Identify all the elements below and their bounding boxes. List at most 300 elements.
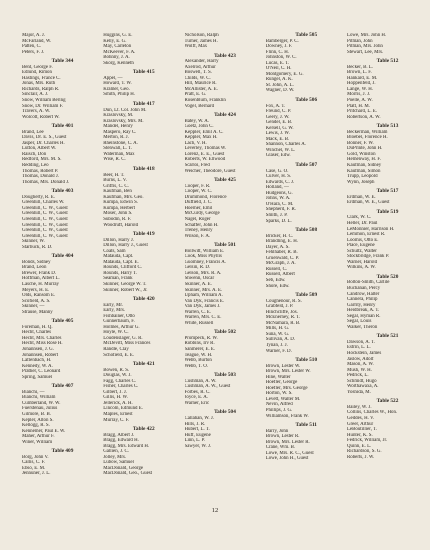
guest-name: Olds, Ransom E. (22, 293, 56, 299)
guest-name: Schultz, Walter (347, 248, 377, 254)
guest-name: Fagg, Charles C. (103, 378, 137, 384)
guest-name: Turner, James H. (184, 38, 218, 44)
guest-name: Kelly, E. G. (103, 38, 127, 44)
guest-name: Hoppenfeld, J. (347, 81, 376, 87)
guest-name: Geddes, H. V. (347, 416, 375, 421)
guest-name: Snow, William Bering (22, 98, 66, 104)
table-heading: Table 424 (214, 112, 236, 119)
guest-name: May, Carleton (103, 44, 132, 50)
guest-name: Erdman, W. E., Guest (347, 200, 390, 206)
table-heading: Table 425 (214, 177, 236, 184)
guest-name: Greenhill, C. W., Guest (22, 222, 68, 228)
guest-name: Stenwall, L. T. (103, 146, 133, 152)
table-heading: Table 418 (132, 166, 155, 173)
guest-name: Winchel, W. L. (265, 147, 296, 153)
guest-name: Patten, C. (22, 44, 42, 50)
guest-name: Morris, J. J. (347, 92, 371, 98)
table-heading: Table 517 (376, 188, 399, 195)
guest-name: Webb, Burton (184, 358, 212, 364)
guest-name: Barry, John (265, 428, 289, 434)
guest-name: Greenhill, C. W., Guest (22, 205, 68, 211)
guest-name: Sawyer, W. J. (184, 443, 212, 449)
guest-name: Williamson, Frank W. (265, 413, 309, 419)
guest-name: Appel, — (103, 75, 123, 81)
guest-name: Van Dyk, Francis E. (184, 298, 225, 304)
guest-name: Schmidt, Hugo (347, 378, 377, 384)
guest-name: Pitman, John (347, 38, 373, 44)
guest-name: Hunter, K. S. (347, 432, 373, 438)
guest-name: Shore, Edw. (265, 283, 290, 289)
guest-name: Schaffer, John H. (184, 222, 219, 228)
guest-name: Matauda, Capt. (103, 254, 134, 260)
guest-name: McDevitt, Miss Frances (103, 341, 151, 347)
table-heading: Table 503 (214, 372, 236, 379)
guest-name: Holland, — (265, 185, 289, 191)
guest-name: Bowen, R. S. (103, 367, 130, 373)
guest-name: Skinner, Robert W., Jr. (103, 287, 148, 293)
guest-name: Greenhill, C. W., Guest (22, 228, 68, 234)
guest-name: Warner, Harold (347, 259, 378, 265)
guest-name: Hinchcliffe, Jos. (265, 309, 298, 315)
guest-name: Cushman, A. W. (184, 378, 217, 384)
guest-name: Jolley, Mrs. (103, 454, 127, 460)
guest-name: Hecht, Charles (22, 330, 52, 336)
guest-name: McNamara, R. B. (265, 320, 301, 326)
guest-name: Geery, J. W. (265, 114, 290, 120)
guest-name: Kaufman, Ben (103, 189, 132, 195)
guest-name: Wolcott, Robert W. (22, 114, 60, 120)
table-heading: Table 407 (51, 383, 74, 390)
guest-name: Dillon, Harry J. (103, 237, 134, 243)
guest-name: Kumpa, Edwin S. (103, 200, 139, 206)
guest-name: Hubert, L. T. (184, 427, 210, 433)
guest-name: Mandel, Henry (103, 124, 133, 130)
guest-name: Wolff, Max (184, 44, 208, 50)
guest-name: Sanmerer, E. E. (184, 346, 216, 352)
table-heading: Table 344 (51, 58, 74, 65)
guest-name: Hoyle, W. C. (103, 330, 129, 336)
guest-name: Lewis, J. W. (265, 131, 290, 137)
guest-name: Loudenslager, G. R. (103, 335, 143, 341)
guest-name: Sullivan, A. D. (265, 337, 295, 343)
guest-name: Robertson, A. W. (347, 114, 381, 120)
guest-name: Early, Mr. (103, 302, 123, 308)
guest-name: Leverley, Thomas W. (184, 146, 227, 152)
guest-name: Bamberger, P. C. (265, 38, 299, 44)
guest-name: Randle, Clay (103, 346, 129, 352)
guest-name: Culver, H. S. (265, 174, 292, 180)
guest-name: Van Dyk, James J. (184, 304, 221, 310)
guest-name: DuPrinte, John H. (347, 146, 383, 152)
guest-name: Lucas, E. T. (265, 60, 290, 66)
guest-name: Bricker, H. C. (265, 233, 294, 239)
guest-name: Lach, V. H. (184, 140, 207, 146)
guest-name: Weicher, Theodore, Guest (184, 168, 236, 174)
guest-name: Travers, A. W. (22, 109, 51, 115)
guest-name: Quinn, E. L. (347, 443, 372, 449)
guest-name: Hemenway, H. F. (347, 157, 381, 163)
guest-name: Meyers, H. E. (22, 287, 50, 293)
guest-name: Schofield, E. E. (103, 352, 135, 358)
guest-name: Alexander, Harry (184, 59, 219, 65)
guest-name: Starbuck, R. D. (22, 244, 53, 250)
table-heading: Table 522 (376, 398, 399, 405)
guest-name: Robbins, Irv R. (184, 341, 215, 347)
guest-name: Hastings, France C. (22, 75, 61, 81)
guest-name: Candrow, Halter (347, 291, 380, 297)
guest-name: Holmes, Arthur G. (103, 324, 140, 330)
guest-name: Russell, C. (265, 266, 288, 272)
guest-name: McFarland, W. (22, 38, 52, 44)
guest-name: Hoerner, Emil (184, 205, 213, 211)
column-3 (185, 33, 256, 477)
guest-name: Lowe, Mrs. R. C., Guest (265, 450, 314, 456)
guest-name: Kramer, Geo. (103, 86, 130, 92)
guest-name: Bollwitt, William E. (184, 248, 225, 254)
guest-name: Johnston, W. C. (265, 55, 297, 61)
guest-name: Kersell, G. W. (265, 125, 294, 131)
guest-name: Axelrod, Arthur (184, 64, 216, 70)
guest-name: Borg, John V. (22, 454, 49, 460)
guest-name: Edwards, C. J. (265, 179, 295, 185)
guest-name: McEnerney, R. T. (265, 315, 301, 321)
guest-name: Segal, Hyman R. (347, 313, 381, 319)
guest-name: Brown, Mrs. Lester R. (265, 439, 310, 445)
guest-name: Lincoln, Edmund E. (103, 406, 143, 412)
guest-name: Freund, C. P. (265, 109, 292, 115)
guest-name: Kepler, Alton S. (22, 417, 54, 423)
guest-name: St. John, A. L. (265, 82, 294, 88)
table-heading: Table 508 (295, 227, 318, 234)
guest-name: Walker, Theron (347, 324, 378, 330)
guest-name: Cannera, Philip (347, 297, 378, 303)
guest-name: Shepherd, F. R. (265, 207, 296, 213)
guest-name: Teague, W. H. (184, 352, 213, 358)
guest-name: Smith, Philip H. (103, 92, 136, 98)
guest-name: Yoshida, M. (347, 389, 371, 395)
guest-name: Pitman, Mrs. John (347, 44, 383, 50)
table-heading: Table 420 (132, 296, 155, 303)
table-heading: Table 419 (132, 231, 155, 238)
table-heading: Table 422 (132, 426, 155, 433)
guest-name: Lowe, Mrs. John H. (347, 33, 387, 38)
guest-name: McKeever, F. A. (103, 49, 136, 55)
table-heading: Table 511 (295, 422, 317, 429)
guest-name: Fuerstenau, Julius (22, 406, 58, 412)
column-1 (22, 33, 93, 477)
guest-name: Beckerman, William (347, 129, 388, 135)
guest-name: White, Russell (184, 320, 214, 326)
guest-name: Heidbreak, A. T. (347, 308, 380, 314)
page-number: 12 (211, 507, 219, 514)
table-heading: Table 423 (214, 52, 236, 59)
guest-name: Cook, Miss Phyllis (184, 254, 222, 260)
guest-name: Dawson, A. T. (347, 339, 375, 345)
guest-name: Brown, Mrs. Lester W. (265, 369, 311, 375)
table-heading: Table 512 (376, 58, 399, 65)
guest-name: Bragg, Mrs. Edward H. (103, 443, 150, 449)
table-heading: Table 513 (376, 123, 399, 130)
table-heading: Table 409 (51, 448, 74, 455)
guest-name: Guomney, Francis A. (184, 259, 227, 265)
guest-name: Jaslow, Adolf (347, 356, 374, 362)
guest-name: Becker, B. L. (347, 64, 374, 70)
guest-name: Rounds, Clifford C. (103, 265, 143, 271)
guest-name: Coats, Sam (103, 248, 126, 254)
table-heading: Table 509 (295, 292, 318, 299)
guest-name: Winer, William (22, 439, 53, 445)
guest-name: Greenhill, C. W., Guest (22, 216, 68, 222)
guest-name: Kaufman, Mrs. Geo. (103, 194, 144, 200)
guest-name: Gillis, H. W. (103, 395, 128, 401)
guest-name: Cooper, W. C. (184, 189, 213, 195)
guest-name: Sparks, D. L. (265, 218, 292, 224)
guest-name: Bragg, Edward H. (103, 438, 139, 444)
guest-name: Hankard, E. M. (347, 75, 378, 81)
guest-name: Brown, L. F. (347, 70, 372, 76)
guest-name: Greenhill, Charles W. (22, 200, 65, 206)
guest-name: Bianchi, William (22, 395, 56, 401)
guest-name: Brand, Leon (22, 265, 47, 271)
guest-name: Ebso, E. M. (22, 465, 46, 471)
table-heading: Table 502 (214, 329, 236, 336)
guest-name: Gelson, Mrs. R. A. (184, 270, 222, 276)
guest-name: McAllister, A. E. (184, 86, 218, 92)
guest-name: Early, Mrs. (103, 308, 126, 314)
guest-name: Glaser, Edw. (265, 153, 291, 159)
guest-name: Thomas, Mrs. Donald J. (22, 179, 70, 185)
guest-name: Skinner, — (22, 304, 45, 310)
guest-name: Prather, C. Leonard (22, 369, 61, 375)
guest-name: Keppler, Max H. (184, 135, 218, 141)
guest-name: Suna, W. G. (265, 331, 290, 337)
guest-name: Huggins, G. E. (103, 33, 133, 38)
guest-name: Kaufman, Simon (347, 168, 381, 174)
guest-name: Dun, Lt. Col. John M. (103, 107, 147, 113)
guest-name: Kaufman, Sidney (347, 163, 382, 169)
guest-name: Joyce, E. A. (184, 395, 208, 401)
guest-name: Richards, Ralph R. (22, 86, 60, 92)
guest-name: Hill, Maurice R. (184, 81, 217, 87)
guest-name: Bohnny, J. A. (103, 55, 130, 61)
guest-name: Howard, T. W. (103, 81, 132, 87)
guest-name: MacDonald, George (103, 465, 144, 471)
guest-name: Scarloi, Fred (184, 163, 210, 169)
guest-name: Gruenwald, C. P. (265, 255, 300, 261)
guest-name: Boswell, T. S. (184, 70, 212, 76)
guest-name: Coughenour, R. S. (265, 298, 302, 304)
guest-name: Wilson, F. A. (184, 233, 211, 239)
guest-name: Gallien, J. C. (103, 449, 129, 455)
guest-name: Lange, W. H. (347, 86, 373, 92)
guest-name: Lutton, Albert W. (22, 146, 57, 152)
guest-name: Treney, Henry (184, 228, 213, 234)
guest-name: Poelle, A. W. (347, 98, 373, 104)
guest-name: Shwenn, Oscar (184, 276, 215, 282)
table-heading: Table 421 (132, 361, 155, 368)
table-heading: Table 521 (376, 333, 399, 340)
guest-name: Woodruff, Harold (103, 222, 139, 228)
guest-name: Jonas, Mrs. Ruth (22, 81, 56, 87)
guest-name: Crane, Wm. B. (265, 445, 296, 451)
guest-name: Mush, W. H. (347, 367, 372, 373)
guest-name: Pritchard, L. E. (347, 109, 378, 115)
guest-name: Linn, L. P. (184, 438, 206, 444)
guest-name: Jasper, Dr. Charles H. (22, 140, 65, 146)
guest-name: Moser, John S. (103, 211, 133, 217)
guest-name: Kennedy, W. A. (22, 363, 53, 369)
guest-name: Greer, Arthur (347, 421, 374, 427)
guest-name: McCurdy, George (184, 211, 220, 217)
guest-name: Cumberland, W. W. (22, 400, 61, 406)
guest-name: Phillips, J. G. (265, 408, 293, 413)
guest-name: Greenhill, C. W., Guest (22, 233, 68, 239)
guest-name: Bolton-Smith, Carlile (347, 280, 390, 286)
guest-name: Brewer, Frank D. (22, 270, 57, 276)
guest-name: Skinner, W. (22, 239, 45, 245)
guest-name: Stewart, Lee, Mrs. (347, 49, 384, 55)
table-heading: Table 506 (295, 97, 318, 104)
guest-name: Grabfeld, J. P. (265, 304, 294, 310)
guest-name: Skinner, George W. T. (103, 281, 147, 287)
guest-name: Bragg, Albert J. (103, 432, 135, 438)
guest-name: Callahan, W. J. (184, 416, 214, 421)
guest-name: Skinner, A. E. (184, 281, 212, 287)
table-heading: Table 405 (51, 318, 74, 325)
seating-list (22, 33, 418, 477)
guest-name: Prompeck, R. W. (184, 335, 218, 341)
guest-name: Pratt, E. G. (184, 92, 207, 98)
guest-name: Webb, T. O. (184, 363, 208, 369)
guest-name: Rosenblum, Franklin (184, 98, 226, 104)
guest-name: O'Neil, C. H. (265, 66, 292, 72)
guest-name: Estrin, L. L. (347, 345, 371, 351)
guest-name: Edlund, Rimon (22, 70, 52, 76)
guest-name: Keppler, Emil A. C. (184, 129, 224, 135)
guest-name: Huff, Eugene (184, 432, 211, 438)
guest-name: Thomas, Robert P. (22, 168, 59, 174)
guest-name: Kraslovsky, M. (103, 113, 134, 119)
guest-name: Garrity, Henry (347, 302, 376, 308)
guest-name: Waterman, Max (103, 151, 135, 157)
guest-name: Brown, Lester R. (265, 434, 300, 440)
guest-name: Johns, W. A. (265, 196, 291, 202)
table-heading: Table 417 (132, 101, 155, 108)
table-heading: Table 520 (376, 273, 399, 280)
guest-name: Downey, J. F. (265, 44, 293, 50)
guest-name: Gilmore, B. B. (22, 412, 51, 417)
guest-name: Loomis, Otto E. (347, 237, 379, 243)
guest-name: Griffis, C. C. (103, 183, 129, 189)
guest-name: Redford, Mrs. M. S. (22, 157, 62, 163)
guest-name: Worthawaxa, A. (347, 384, 379, 390)
guest-name: LeMonnier, Harrison H. (347, 226, 395, 232)
guest-name: Hine, Walter (265, 374, 291, 380)
guest-name: Goetz, John C. (184, 124, 214, 130)
guest-name: Fox, A. T. (265, 103, 286, 109)
guest-name: Lemmon, Ernest R. (347, 232, 386, 238)
guest-name: Fishbainer, Otto (103, 313, 135, 319)
guest-name: Place, Eugene (347, 243, 375, 249)
guest-name: Batey, W. A. (184, 118, 210, 124)
guest-name: Fehlhaber, R. B. (265, 250, 298, 256)
guest-name: Hecht, Mrs. Charles (22, 335, 62, 341)
guest-name: Roberts, W. Ellwood (184, 157, 226, 163)
guest-name: Brown, Lester W. (265, 363, 301, 369)
guest-name: Maples, Ernest (103, 412, 133, 417)
table-heading: Table 403 (51, 188, 74, 195)
guest-name: Hoffman, Albert L. (22, 276, 60, 282)
guest-name: Kraslovsky, Mrs. M. (103, 118, 144, 124)
guest-name: Laflenbach, H. (22, 358, 52, 364)
guest-name: Childs, W. C. (184, 75, 211, 81)
guest-name: Collins, Charles W., Hon. (347, 410, 398, 416)
guest-name: Sinclair, A. J. (22, 92, 49, 98)
guest-name: Stockbridge, Frank P. (347, 254, 390, 260)
guest-name: Hockstein, James (347, 350, 382, 356)
guest-name: Bonner, F. W. (347, 140, 374, 146)
guest-name: Smith, J. P. (265, 212, 288, 218)
table-heading: Table 504 (214, 409, 236, 416)
guest-name: Hecht, Miss Rose H. (22, 341, 63, 347)
guest-name: Erdman, W. E. (347, 194, 376, 200)
guest-name: Cooper, F. R. (184, 183, 211, 189)
guest-name: Kennemer, Paul E. W. (22, 428, 66, 434)
guest-name: Skorg, Kenneth (103, 60, 134, 66)
guest-name: Platt, H. M. (347, 103, 370, 109)
guest-name: Clark, W. C. (347, 215, 372, 221)
table-heading: Table 507 (295, 162, 318, 169)
guest-name: Burns, L. V. (103, 178, 127, 184)
guest-name: Hills, J. R. (184, 421, 206, 427)
guest-name: Jellerick, A. H. (103, 400, 133, 406)
guest-name: Strause, Manny (22, 309, 53, 315)
guest-name: Rounds, Harry T. (103, 270, 138, 276)
guest-name: Kellogg, R. S. (22, 423, 50, 429)
guest-name: Seaman, Frank (103, 276, 133, 282)
guest-name: Drummond, Florence (184, 194, 227, 200)
guest-name: Kumpa, Herbert (103, 205, 136, 211)
guest-name: Merton, R. J. (103, 135, 129, 141)
guest-name: Gelsin, R. D. (184, 265, 211, 271)
guest-name: Upham, William A. (184, 293, 223, 299)
guest-name: Nevin, Alfred (265, 402, 293, 408)
guest-name: O'Hara, C. M. (265, 201, 294, 207)
guest-name: Bianchi, — (22, 389, 45, 395)
guest-name: Roberts, J. W. (347, 454, 375, 460)
table-heading: Table 510 (295, 357, 318, 364)
guest-name: Lowe, John H., Guest (265, 456, 309, 462)
guest-name: Richardson, S. G. (347, 449, 382, 455)
guest-name: Davis, Dr. E. S., Guest (22, 135, 67, 141)
guest-name: Redding, Leo (22, 163, 49, 169)
table-heading: Table 505 (295, 32, 318, 38)
guest-name: Greenhill, C. W., Guest (22, 211, 68, 217)
guest-name: Bonds, Sidney (22, 259, 51, 265)
guest-name: Cushman, A. W., Guest (184, 384, 231, 390)
guest-name: Horton, W. S. (265, 391, 293, 397)
guest-name: Buchanan, Percy (347, 285, 381, 291)
guest-name: Shannon, Charles A. (265, 142, 306, 148)
guest-name: Murray, C. F. (103, 417, 130, 423)
guest-name: Nagel, Roger (184, 216, 211, 222)
guest-name: Raisch, Don (22, 151, 47, 157)
guest-name: Gold, Winston (347, 151, 376, 157)
guest-name: Warren, C. E. (184, 309, 212, 315)
guest-name: Maspero, Ray C. (103, 129, 137, 135)
guest-name: Mason, A. W. (347, 362, 374, 368)
guest-name: MacDonald, Geo., Guest (103, 471, 153, 477)
